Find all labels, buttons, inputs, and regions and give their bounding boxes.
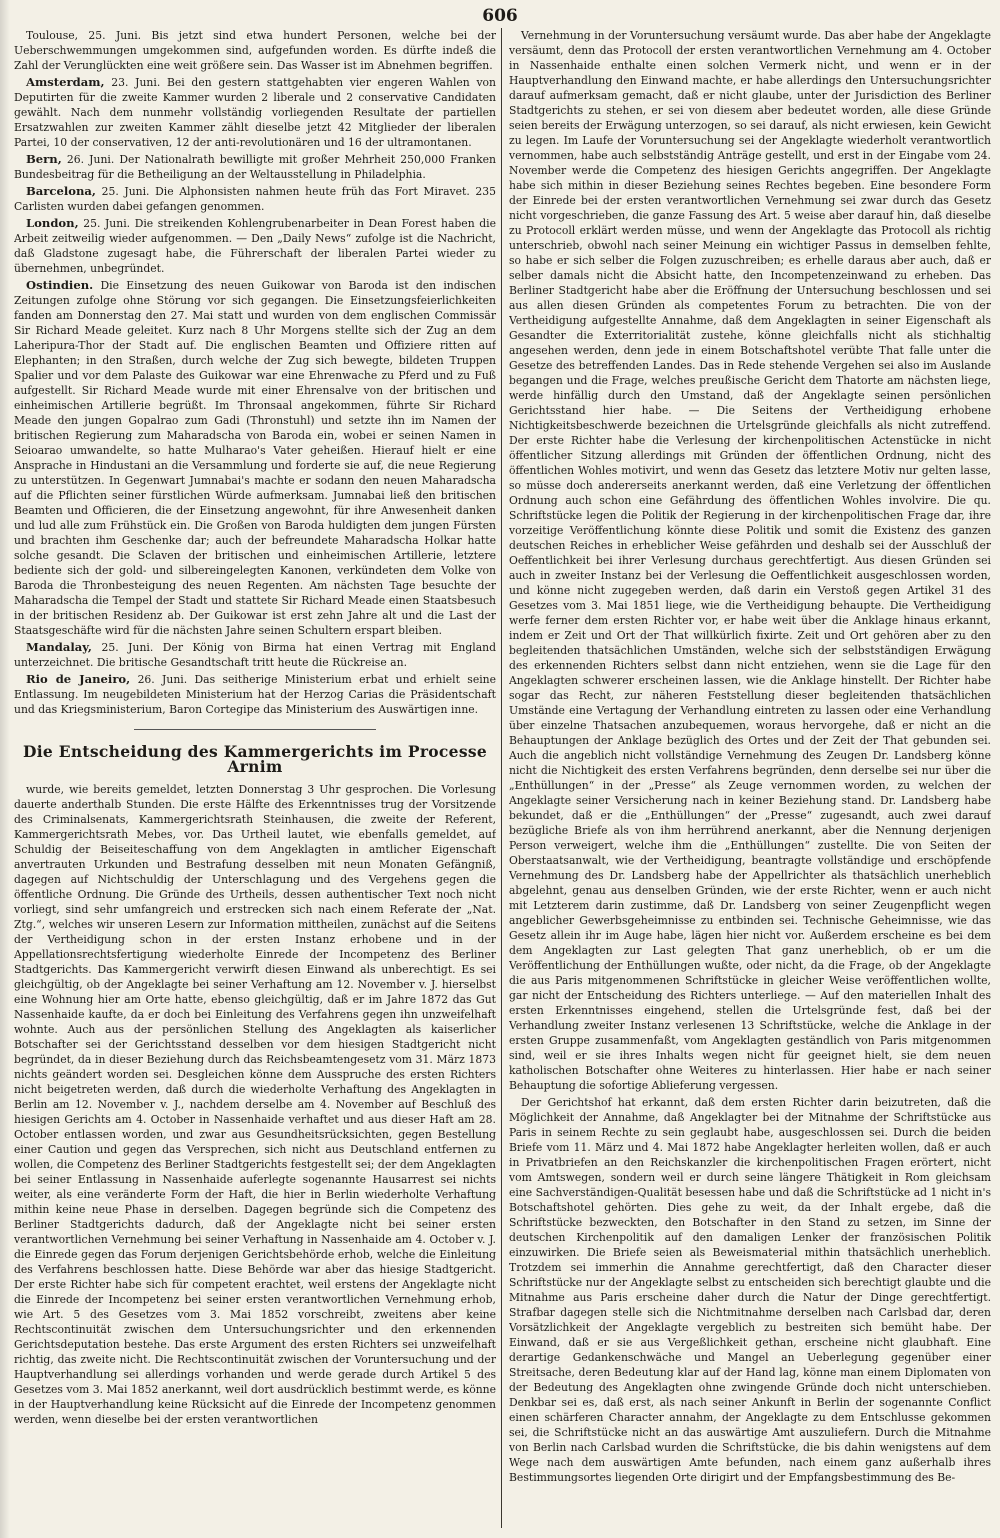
dispatch-place: Barcelona, (26, 184, 96, 198)
dispatch-text: Die Einsetzung des neuen Guikowar von Baroda ist den indischen Zeitungen zufolge ohne Störung vor sich gegangen. Die Einsetzungsfeierlichkeiten fanden am Donnerstag den 27. Mai statt und wurden von dem englischen Commissär Sir Richard Meade geleitet. Kurz nach 8 Uhr Morgens stellte sich der Zug an dem Laheripura-Thor der Stadt auf. Die englischen Beamten und Offiziere ritten auf Elephanten; in den Straßen, durch welche der Zug sich bewegte, bildeten Truppen Spalier und vor dem Palaste des Guikowar war eine Ehrenwache zu Pferd und zu Fuß aufgestellt. Sir Richard Meade wurde mit einer Ehrensalve von der britischen und einheimischen Artillerie begrüßt. Im Thronsaal angekommen, führte Sir Richard Meade den jungen Gopalrao zum Gadi (Thronstuhl) und setzte ihn im Namen der britischen Regierung zum Maharadscha von Baroda ein, wobei er seinen Namen in Seioarao umwandelte, so hatte Mulharao's Vater geheißen. Hierauf hielt er eine Ansprache in Hindustani an die Versammlung und forderte sie auf, die neue Regierung zu unterstützen. In Gegenwart Jumnabai's machte er sodann den neuen Maharadscha auf die Pflichten seiner fürstlichen Würde aufmerksam. Jumnabai ließ den britischen Beamten und Officieren, die der Einsetzung angewohnt, für ihre Anwesenheit danken und lud alle zum Frühstück ein. Die Großen von Baroda huldigten dem jungen Fürsten und brachten ihm Geschenke dar; auch der befreundete Maharadscha Holkar hatte solche gesandt. Die Sclaven der britischen und einheimischen Artillerie, letztere bediente sich der gold- und silbereingelegten Kanonen, verkündeten dem Volke von Baroda die Thronbesteigung des neuen Regenten. Am nächsten Tage besuchte der Maharadscha die Tempel der Stadt und stattete Sir Richard Meade einen Staatsbesuch in der britischen Residenz ab. Der Guikowar ist erst zehn Jahre alt und die Last der Staatsgeschäfte wird für die nächsten Jahre seinen Schultern erspart bleiben. (14, 279, 496, 637)
dispatch-toulouse (14, 28, 496, 73)
dispatch-place: Mandalay, (26, 640, 92, 654)
dispatch-text: 23. Juni. Bei den gestern stattgehabten vier engeren Wahlen von Deputirten für die zweite Kammer wurden 2 liberale und 2 conservative Candidaten gewählt. Nach dem nunmehr vollständig vorliegenden Resultate der partiellen Ersatzwahlen zur zweiten Kammer zählt dieselbe jetzt 42 Mitglieder der liberalen Partei, 10 der conservativen, 12 der anti-revolutionären und 16 der ultramontanen. (14, 76, 496, 149)
dispatch-place: Bern, (26, 152, 62, 166)
binding-shadow (0, 0, 10, 1538)
dispatch-text: 26. Juni. Der Nationalrath bewilligte mit großer Mehrheit 250,000 Franken Bundesbeitrag für die Betheiligung an der Weltausstellung in Philadelphia. (14, 153, 496, 181)
dispatch-text: 25. Juni. Die streikenden Kohlengrubenarbeiter in Dean Forest haben die Arbeit zeitweilig wieder aufgenommen. — Den „Daily News“ zufolge ist die Nachricht, daß Gladstone zugesagt habe, die Führerschaft der liberalen Partei wieder zu übernehmen, unbegründet. (14, 217, 496, 275)
article-paragraph: Der Gerichtshof hat erkannt, daß dem ersten Richter darin beizutreten, daß die Möglichkeit der Annahme, daß Angeklagter bei der Mitnahme der Schriftstücke aus Paris in seinem Rechte zu sein geglaubt habe, ausgeschlossen sei. Durch die beiden Briefe vom 11. März und 4. Mai 1872 habe Angeklagter herleiten wollen, daß er auch in Privatbriefen an den Reichskanzler die kirchenpolitischen Fragen erörtert, nicht vom Amtswegen, sondern weil er durch seine längere Thätigkeit in Rom gleichsam eine Sachverständigen-Qualität besessen habe und daß die Schriftstücke ad 1 nicht in's Botschaftshotel gehörten. Dies gehe zu weit, da der Inhalt ergebe, daß die Schriftstücke bezweckten, den Botschafter in den Stand zu setzen, im Sinne der deutschen Kirchenpolitik auf den damaligen Lenker der französischen Politik einzuwirken. Die Briefe seien als Beweismaterial mithin thatsächlich unerheblich. Trotzdem sei immerhin die Annahme gerechtfertigt, daß den Character dieser Schriftstücke nur der Angeklagte selbst zu entscheiden sich berechtigt glaubte und die Mitnahme aus Paris erscheine daher durch die Natur der Dinge gerechtfertigt. Strafbar dagegen stelle sich die Nichtmitnahme derselben nach Carlsbad dar, deren Vorsätzlichkeit der Angeklagte vergeblich zu bestreiten sich bemüht habe. Der Einwand, daß er sie aus Vergeßlichkeit gethan, erscheine nicht glaubhaft. Eine derartige Gedankenschwäche und Mangel an Ueberlegung gegenüber einer Streitsache, deren Bedeutung klar auf der Hand lag, könne man einem Diplomaten von der Bedeutung des Angeklagten ohne zwingende Gründe doch nicht unterschieben. Denkbar sei es, daß erst, als nach seiner Ankunft in Berlin der sogenannte Conflict einen schärferen Character annahm, der Angeklagte zu dem Entschlusse gekommen sei, die Schriftstücke nicht an das auswärtige Amt auszuliefern. Durch die Mitnahme von Berlin nach Carlsbad wurden die Schriftstücke, die bis dahin wenigstens auf dem Wege nach dem auswärtigen Amte befunden, nach einem ganz außerhalb ihres Bestimmungsortes liegenden Orte dirigirt und der Empfangsbestimmung des Be- (509, 1096, 991, 1484)
dispatch-ostindien (14, 278, 496, 638)
page-number: 606 (482, 6, 518, 26)
dispatch-text: Toulouse, 25. Juni. Bis jetzt sind etwa hundert Personen, welche bei der Ueberschwemmungen umgekommen sind, aufgefunden worden. Es dürfte indeß die Zahl der Verunglückten eine weit größere sein. Das Wasser ist im Abnehmen begriffen. (14, 29, 496, 72)
article-heading: Die Entscheidung des Kammergerichts im Processe Arnim (22, 742, 488, 776)
dispatch-text: 25. Juni. Der König von Birma hat einen Vertrag mit England unterzeichnet. Die britische Gesandtschaft tritt heute die Rückreise an. (14, 641, 496, 669)
dispatch-amsterdam (14, 75, 496, 150)
dispatch-place: Amsterdam, (26, 75, 105, 89)
dispatch-bern (14, 152, 496, 182)
dispatch-barcelona (14, 184, 496, 214)
dispatch-place: Rio de Janeiro, (26, 672, 131, 686)
left-column (14, 28, 496, 1528)
dispatch-mandalay (14, 640, 496, 670)
dispatch-text: 25. Juni. Die Alphonsisten nahmen heute früh das Fort Miravet. 235 Carlisten wurden dabei gefangen genommen. (14, 185, 496, 213)
news-section (14, 28, 496, 717)
dispatch-place: Ostindien. (26, 278, 94, 292)
column-rule (501, 28, 502, 1528)
dispatch-text: 26. Juni. Das seitherige Ministerium erbat und erhielt seine Entlassung. Im neugebildeten Ministerium hat der Herzog Carias die Präsidentschaft und das Kriegsministerium, Baron Cortegipe das Ministerium des Auswärtigen inne. (14, 673, 496, 716)
right-column (509, 28, 991, 1528)
dispatch-place: London, (26, 216, 79, 230)
dispatch-rio (14, 672, 496, 717)
section-divider (134, 729, 376, 730)
article-paragraph: Vernehmung in der Voruntersuchung versäumt wurde. Das aber habe der Angeklagte versäumt, denn das Protocoll der ersten verantwortlichen Vernehmung am 4. October in Nassenhaide enthalte einen solchen Vermerk nicht, und wenn er in der Hauptverhandlung den Einwand machte, er habe allerdings den Untersuchungsrichter darauf aufmerksam gemacht, daß er nicht glaube, unter der Jurisdiction des Berliner Stadtgerichts zu stehen, er sei von diesem aber bedeutet worden, alle diese Gründe seien bereits der Erwägung unterzogen, so sei darauf, als nicht erwiesen, kein Gewicht zu legen. Im Laufe der Voruntersuchung sei der Angeklagte wiederholt verantwortlich vernommen, habe auch selbstständig Anträge gestellt, und erst in der Eingabe vom 24. November werde die Competenz des hiesigen Gerichts angegriffen. Der Angeklagte habe sich mithin in dieser Beziehung seines Rechtes begeben. Eine besondere Form der Einrede bei der ersten verantwortlichen Vernehmung sei zwar durch das Gesetz nicht vorgeschrieben, die ganze Fassung des Art. 5 weise aber darauf hin, daß dieselbe zu Protocoll erklärt werden müsse, und wenn der Angeklagte das Protocoll als richtig unterschrieb, obwohl nach seiner Meinung ein wichtiger Passus in demselben fehlte, so habe er sich selber die Folgen zuzuschreiben; es erhelle daraus aber auch, daß er selber damals nicht die Absicht hatte, den Incompetenzeinwand zu erheben. Das Berliner Stadtgericht habe aber die Eröffnung der Untersuchung beschlossen und sei aus allen diesen Gründen als competentes Forum zu betrachten. Die von der Vertheidigung aufgestellte Annahme, daß dem Angeklagten in seiner Eigenschaft als Gesandter die Exterritorialität zustehe, könne gleichfalls nicht als stichhaltig angesehen werden, denn jede in einem Botschaftshotel verübte That falle unter die Gesetze des betreffenden Landes. Das in Rede stehende Vergehen sei also im Auslande begangen und die Frage, welches preußische Gericht dem Thatorte am nächsten liege, werde hinfällig durch den Umstand, daß der Angeklagte seinen persönlichen Gerichtsstand hier habe. — Die Seitens der Vertheidigung erhobene Nichtigkeitsbeschwerde bezeichnen die Urtelsgründe gleichfalls als nicht zutreffend. Der erste Richter habe die Verlesung der kirchenpolitischen Actenstücke in nicht öffentlicher Sitzung allerdings mit Gründen der öffentlichen Ordnung, nicht des öffentlichen Wohles motivirt, und wenn das Gesetz das letztere Motiv nur gelten lasse, so müsse doch andererseits anerkannt werden, daß eine Verletzung der öffentlichen Ordnung auch schon eine Gefährdung des öffentlichen Wohles involvire. Die qu. Schriftstücke legen die Politik der Regierung in der kirchenpolitischen Frage dar, ihre vorzeitige Veröffentlichung könnte diese Politik und somit die Existenz des ganzen deutschen Reiches in erheblicher Weise gefährden und deshalb sei der Ausschluß der Oeffentlichkeit bei ihrer Verlesung durchaus gerechtfertigt. Aus diesen Gründen sei auch in zweiter Instanz bei der Verlesung die Oeffentlichkeit ausgeschlossen worden, und könne nicht zugegeben werden, daß darin ein Verstoß gegen Artikel 31 des Gesetzes vom 3. Mai 1851 liege, wie die Vertheidigung behaupte. Die Vertheidigung werfe ferner dem ersten Richter vor, er habe weit über die Anklage hinaus erkannt, indem er Zeit und Ort der That willkürlich fixirte. Zeit und Ort gehören aber zu den begleitenden thatsächlichen Umständen, welche sich der selbstständigen Erwägung des erkennenden Richters selbst dann nicht entziehen, wenn sie die Lage für den Angeklagten schwerer erscheinen lassen, wie die Anklage hinstellt. Der Richter habe sogar das Recht, zur näheren Feststellung dieser begleitenden thatsächlichen Umstände eine Vertagung der Verhandlung eintreten zu lassen oder eine Verhandlung über einzelne Thatsachen anzubequemen, woraus hervorgehe, daß er nicht an die Behauptungen der Anklage bezüglich des Ortes und der Zeit der That gebunden sei. Auch die angeblich nicht vollständige Vernehmung des Zeugen Dr. Landsberg könne nicht die Nichtigkeit des ersten Verfahrens begründen, denn derselbe sei nur über die „Enthüllungen“ in der „Presse“ als Zeuge vernommen worden, zu welchen der Angeklagte seiner Versicherung nach in keiner Beziehung stand. Dr. Landsberg habe bekundet, daß er die „Enthüllungen“ der „Presse“ zugesandt, auch zwei darauf bezügliche Briefe als von ihm herrührend anerkannt, aber die Nennung derjenigen Person verweigert, welche ihm die „Enthüllungen“ zustellte. Die von Seiten der Oberstaatsanwalt, wie der Vertheidigung, beantragte vollständige und erschöpfende Vernehmung des Dr. Landsberg habe der Appellrichter als thatsächlich unerheblich abgelehnt, genau aus denselben Gründen, wie der erste Richter, wenn er auch nicht mit Letzterem darin zustimme, daß Dr. Landsberg von seiner Zeugenpflicht wegen angeblicher Gewerbsgeheimnisse zu entbinden sei. Technische Geheimnisse, wie das Gesetz allein ihr im Auge habe, lägen hier nicht vor. Außerdem erscheine es bei dem dem Angeklagten zur Last gelegten That ganz unerheblich, ob er um die Veröffentlichung der Enthüllungen wußte, oder nicht, da die Frage, ob der Angeklagte die aus Paris mitgenommenen Schriftstücke in gleicher Weise veröffentlichen wollte, gar nicht der Entscheidung des Richters unterliege. — Auf den materiellen Inhalt des ersten Erkenntnisses eingehend, stellen die Urtelsgründe fest, daß bei der Verhandlung zweiter Instanz verlesenen 13 Schriftstücke, welche die Anklage in der ersten Gruppe zusammenfaßt, vom Angeklagten geständlich von Paris mitgenommen sind, weil er sie ihres Inhalts wegen nicht für geeignet hielt, sie dem neuen katholischen Botschafter ohne Weiteres zu hinterlassen. Hier habe er nach seiner Behauptung die sofortige Ablieferung vergessen. (509, 29, 991, 1092)
article-paragraph: wurde, wie bereits gemeldet, letzten Donnerstag 3 Uhr gesprochen. Die Vorlesung dauerte anderthalb Stunden. Die erste Hälfte des Erkenntnisses trug der Vorsitzende des Criminalsenats, Kammergerichtsrath Steinhausen, die zweite der Referent, Kammergerichtsrath Mebes, vor. Das Urtheil lautet, wie ebenfalls gemeldet, auf Schuldig der Beiseiteschaffung von dem Angeklagten in amtlicher Eigenschaft anvertrauten Urkunden und Bestrafung desselben mit neun Monaten Gefängniß, dagegen auf Nichtschuldig der Unterschlagung und des Vergehens gegen die öffentliche Ordnung. Die Gründe des Urtheils, dessen authentischer Text noch nicht vorliegt, sind sehr umfangreich und erstrecken sich nach einem Referate der „Nat. Ztg.“, welches wir unseren Lesern zur Information mittheilen, zunächst auf die Seitens der Vertheidigung schon in der ersten Instanz erhobene und in der Appellationsrechtsfertigung wiederholte Einrede der Incompetenz des Berliner Stadtgerichts. Das Kammergericht verwirft diesen Einwand als unberechtigt. Es sei gleichgültig, ob der Angeklagte bei seiner Verhaftung am 12. November v. J. hierselbst eine Wohnung hier am Orte hatte, ebenso gleichgültig, daß er im Jahre 1872 das Gut Nassenhaide kaufte, da er doch bei Einleitung des Verfahrens gegen ihn unzweifelhaft wohnte. Auch aus der persönlichen Stellung des Angeklagten als kaiserlicher Botschafter sei der Gerichtsstand desselben vor dem hiesigen Stadtgericht nicht begründet, da in dieser Beziehung durch das Reichsbeamtengesetz vom 31. März 1873 nichts geändert worden sei. Desgleichen könne dem Ausspruche des ersten Richters nicht beigetreten werden, daß durch die wiederholte Verhaftung des Angeklagten in Berlin am 12. November v. J., nachdem derselbe am 4. November auf Beschluß des hiesigen Gerichts am 4. October in Nassenhaide verhaftet und aus dieser Haft am 28. October entlassen worden, und zwar aus Gesundheitsrücksichten, gegen Bestellung einer Caution und gegen das Versprechen, sich nicht aus Deutschland entfernen zu wollen, die Competenz des Berliner Stadtgerichts festgestellt sei; der dem Angeklagten bei seiner Entlassung in Nassenhaide auferlegte sogenannte Hausarrest sei nichts weiter, als eine veränderte Form der Haft, die hier in Berlin wiederholte Verhaftung mithin keine neue Phase in derselben. Dagegen begründe sich die Competenz des Berliner Stadtgerichts dadurch, daß der Angeklagte nicht bei seiner ersten verantwortlichen Vernehmung bei seiner Verhaftung in Nassenhaide am 4. October v. J. die Einrede gegen das Forum derjenigen Gerichtsbehörde erhob, welche die Einleitung des Verfahrens beschlossen hatte. Diese Behörde war aber das hiesige Stadtgericht. Der erste Richter habe sich für competent erachtet, weil erstens der Angeklagte nicht die Einrede der Incompetenz bei seiner ersten verantwortlichen Vernehmung erhob, wie Art. 5 des Gesetzes vom 3. Mai 1852 vorschreibt, zweitens aber keine Rechtscontinuität zwischen dem Untersuchungsrichter und den erkennenden Gerichtsdeputation bestehe. Das erste Argument des ersten Richters sei unzweifelhaft richtig, das zweite nicht. Die Rechtscontinuität zwischen der Voruntersuchung und der Hauptverhandlung sei allerdings vorhanden und werde gerade durch Artikel 5 des Gesetzes vom 3. Mai 1852 anerkannt, weil dort ausdrücklich bestimmt werde, es könne in der Hauptverhandlung keine Rücksicht auf die Einrede der Incompetenz genommen werden, wenn dieselbe bei der ersten verantwortlichen (14, 783, 496, 1426)
dispatch-london (14, 216, 496, 276)
